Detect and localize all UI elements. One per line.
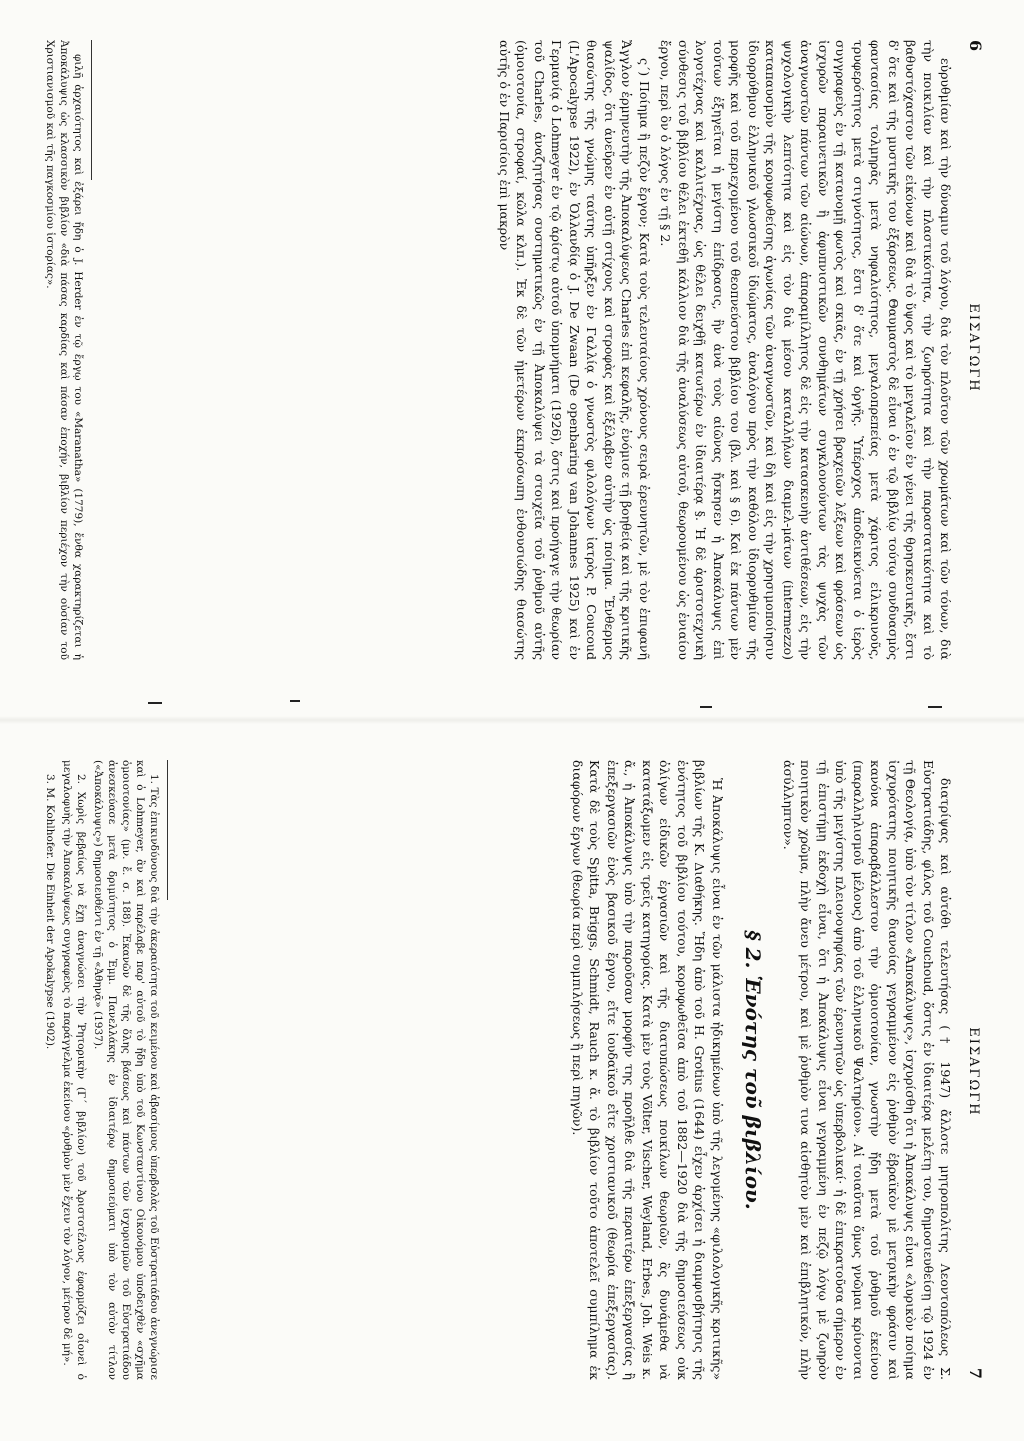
page-left-body [40, 40, 984, 660]
paragraph: εὐρυθμίαν καὶ τὴν δύναμιν τοῦ λόγου, διὰ τὸν πλοῦτον τῶν χρωμάτων καὶ τῶν τόνων, διὰ τὴν ποικιλίαν καὶ τὴν πλαστικότητα, τὴν ζωηρότητα καὶ τὴν παραστατικότητα καὶ τὸ βαθυστόχαστον τῶν εἰκόνων καὶ διὰ τὸ ὕψος καὶ τὸ μεγαλεῖον ἐν γένει τῆς θρησκευτικῆς, ἔστι δ' ὅτε καὶ τῆς μυστικῆς του ἐξάρσεως. Θαυμαστὸς δὲ εἶναι ὁ ἐν τῷ βιβλίῳ τούτῳ συνδυασμὸς φαντασίας τολμηρᾶς μετὰ νηφαλιότητος, μεγαλοπρεπείας μετὰ χάριτος εἰλικρινοῦς, τρυφερότητος μετὰ στιγνότητος, ἔστι δ' ὅτε καὶ ὀργῆς. Ὑπέροχος ἀποδεικνύεται ὁ ἱερὸς συγγραφεὺς ἐν τῇ κατανομῇ φωτὸς καὶ σκιᾶς, ἐν τῇ χρήσει βραχειῶν λέξεων καὶ φράσεων ὡς ἰσχυρῶν παραινετικῶν ἢ ἀφυπνιστικῶν συνθημάτων συγκλονούντων τὰς ψυχὰς τῶν ἀναγνωστῶν πάντων τῶν αἰώνων, ἀπαραμίλλητος δὲ εἰς τὴν κατασκευὴν ἀντιθέσεων, εἰς τὴν ψυχολογικὴν λεπτότητα καὶ εἰς τὸν διὰ μέσου καταλλήλων διαμελ-μάτων (intermezzo) καταπαυσμὸν τῆς κορυφωθείσης ἀγωνίας τῶν ἀναγνωστῶν, καὶ δὴ καὶ εἰς τὴν χρησιμοποίησιν ἰδιορρύθμου ἑλληνικοῦ γλωσσικοῦ ἰδιώματος, ἀναλόγου πρὸς τὴν καθόλου ἰδιορρυθμίαν τῆς μορφῆς καὶ τοῦ περιεχομένου τοῦ θεοπνεύστου βιβλίου του (βλ. καὶ § 6). Καὶ ἐκ πάντων μὲν τούτων ἐξηγεῖται ἡ μεγίστη ἐπίδρασις, ἣν ἀνὰ τοὺς αἰῶνας ἤσκησεν ἡ Ἀποκάλυψις ἐπὶ λογοτέχνας καὶ καλλιτέχνας, ὡς θέλει δειχθῇ κατωτέρω ἐν ἰδιαιτέρᾳ §. Ἡ δὲ ἀριστοτεχνικὴ σύνθεσις τοῦ βιβλίου θέλει ἐκτεθῆ κάλλιον διὰ τῆς ἀναλύσεως αὐτοῦ, θεωρουμένου ὡς ἑνιαίου ἔργου, περὶ ὃν ὁ λόγος ἐν τῇ § 2. [658, 40, 954, 660]
footnote: 3. M. Kohlhofer. Die Einheit der Apokalypse (1902). [44, 774, 56, 1050]
running-head: ΕΙΣΑΓΩΓΗ [966, 303, 981, 393]
footnote-rule [91, 40, 92, 180]
page-right [0, 720, 1024, 1420]
section-heading: § 2. Ἑνότης τοῦ βιβλίου. [741, 930, 766, 1210]
page-right-body [40, 760, 984, 1380]
page-left [0, 0, 1024, 700]
footnote-rule [167, 760, 168, 900]
speck [928, 706, 942, 708]
page-number: 6 [966, 40, 985, 53]
speck [148, 702, 162, 704]
running-header [965, 40, 985, 660]
speck [290, 700, 300, 702]
running-head: ΕΙΣΑΓΩΓΗ [966, 1027, 981, 1117]
running-header [965, 760, 985, 1380]
footnote: φιλῆ ἀρχαιότητος καὶ ἐξάρει ἤδη ὁ J. Herder ἐν τῷ ἔργῳ του «Maranatha» (1779), ἔνθα χαρακτηρίζεται ἡ Ἀποκάλυψις ὡς κλασσικὸν βιβλίον «διὰ πάσας καρδίας καὶ πάσαν ἐποχήν, βιβλίον περιέχον τὴν οὐσίαν τοῦ Χριστιανισμοῦ καὶ τῆς παγκοσμίου ἱστορίας». [44, 40, 84, 660]
footnotes [40, 760, 168, 1380]
speck [700, 706, 712, 708]
paragraph: διατρίψας καὶ αὐτόθι τελευτήσας († 1947) ἄλλοτε μητροπολίτης Λεοντοπόλεως Σ. Εὐστρατιάδης, φίλος τοῦ Couchoud, ὅστις ἐν ἰδιαιτέρᾳ μελέτῃ του, δημοσιευθείσῃ τῷ 1924 ἐν τῇ Θεολογίᾳ, ὑπὸ τὸν τίτλον «Ἀποκάλυψις», ἰσχυρίσθη ὅτι ἡ Ἀποκάλυψις εἶναι «λυρικὸν ποίημα ἰσχυρότατης ποιητικῆς διανοίας γεγραμμένον εἰς ῥυθμὸν ἑβραϊκὸν μὲ μετρικὴν φράσιν καὶ κανόνα ἀπαραβάλλεστον τὴν ὁμοιοτονίαν, γνωστὴν ἤδη μετὰ τοῦ ῥυθμοῦ ἐκείνου (παραλληλισμοῦ μέλους) ἀπὸ τοῦ ἑλληνικοῦ Ψαλτηρίου». Αἱ τοιαῦται ὅμως γνῶμαι κρίνονται ὑπὸ τῆς μεγίστης πλειονοψηφίας τῶν ἐρευνητῶν ὡς ὑπερβολικαί· ἡ δὲ ἐπικρατοῦσα σήμερον ἐν τῇ ἐπιστήμῃ ἐκδοχὴ εἶναι, ὅτι ἡ Ἀποκάλυψις εἶναι γεγραμμένη ἐν πεζῷ λόγῳ μὲ ζωηρὸν ποιητικὸν χρῶμα, πλὴν ἄνευ μέτρου, καὶ μὲ ῥυθμὸν τινα αἰσθητὸν μὲν καὶ ἐπιβλητικόν, πλὴν ἀσύλληπτον». [781, 760, 954, 1380]
paragraph: Ἡ Ἀποκάλυψις εἶναι ἐν τῶν μάλιστα ἠδικημένων ὑπὸ τῆς λεγομένης «φιλολογικῆς κριτικῆς» βιβλίων τῆς Κ. Διαθήκης. Ἤδη ἀπὸ τοῦ H. Grotius (1644) εἶχεν ἀρχίσει ἡ διαμφισβήτησις τῆς ἑνότητος τοῦ βιβλίου τούτου, κορυφωθεῖσα ἀπὸ τοῦ 1882—1920 διὰ τῆς δημοσιεύσεως οὐκ ὀλίγων εἰδικῶν ἐργασιῶν καὶ τῆς διατυπώσεως ποικίλων θεωριῶν, ἃς δυνάμεθα νὰ κατατάξωμεν εἰς τρεῖς κατηγορίας. Κατὰ μὲν τοὺς Völter, Vischer, Weyland, Erbes, Joh. Weis κ. ἄ., ἡ Ἀποκάλυψις ὑπὸ τὴν παροῦσαν μορφήν της προῆλθε διὰ τῆς περαιτέρω ἐπεξεργασίας ἢ ἐπεξεργασιῶν ἑνὸς βασικοῦ ἔργου, εἴτε ἰουδαϊκοῦ εἴτε χριστιανικοῦ (θεωρία ἐπεξεργασίας). Κατὰ δὲ τοὺς Spitta, Briggs, Schmidt, Rauch κ. ἄ. τὸ βιβλίον τοῦτο ἀποτελεῖ συμπίλημα ἐκ διαφόρων ἔργων (θεωρία περὶ συμπιλήσεως ἢ περὶ πηγῶν). [570, 760, 725, 1380]
footnote: 1. Τὰς ἐπικινδύνους διὰ τὴν ἀκεραιότητα τοῦ κειμένου καὶ ἀβασίμους ὑπερβολὰς τοῦ Εὐστρατιάδου ἀνεγνώρισε καὶ ὁ Lohmeyer, ἂν καὶ παρέλαβε παρ' αὐτοῦ τὸ ἤδη ὑπὸ τοῦ Κωνσταντίνου Οἰκονόμου ὑποδειχθὲν «σχῆμα ὁμοιοτονίας» (μν. ἔ. σ. 188). Ἐκανῶν δὲ τῆς ὅλης βάσεως καὶ πάντων τῶν ἰσχυρισμῶν τοῦ Εὐστρατιάδου ἀνεσκεύασε μετὰ δριμύτητος ὁ Ἐμμ. Πανελλάκης ἐν ἰδιαιτέρῳ δημοσιεύματι ὑπὸ τὸν αὐτὸν τίτλον («Ἀποκάλυψις») δημοσιευθέντι ἐν τῇ «Ἀθηνᾷ» (1937). [92, 760, 160, 1380]
paragraph: ς´) Ποίημα ἢ πεζὸν ἔργον; Κατὰ τοὺς τελευταίους χρόνους σειρὰ ἐρευνητῶν, μὲ τὸν ἐπιφανῆ Ἄγγλον ἑρμηνευτὴν τῆς Ἀποκαλύψεως Charles ἐπὶ κεφαλῆς, ἐνόμισε τῇ βοηθείᾳ καὶ τῆς κριτικῆς ψαλίδος, ὅτι ἀνεῦρεν ἐν αὐτῇ στίχους καὶ στροφὰς καὶ ἐξέλαβεν αὐτὴν ὡς ποίημα. Ἔνθερμος θιασώτης τῆς γνώμης ταύτης ὑπῆρξεν ἐν Γαλλίᾳ ὁ γνωστὸς φιλολόγων ἰατρὸς P. Coucoud (L'Apocalypse 1922), ἐν Ὁλλανδίᾳ ὁ J. De Zwaan (De openbaring van Johannes 1925) καὶ ἐν Γερμανίᾳ ὁ Lohmeyer ἐν τῷ ἀρίστῳ αὐτοῦ ὑπομνήματι (1926), ὅστις καὶ προήγαγε τὴν θεωρίαν τοῦ Charles, ἀναζητήσας συστηματικῶς ἐν τῇ Ἀποκαλύψει τὰ στοιχεῖα τοῦ ῥυθμοῦ αὐτῆς (ὁμοιοτονία, στροφαί, κῶλα κλπ.). Ἐκ δὲ τῶν ἡμετέρων ἐκπρόσωπη ἐνθουσιώδης θιασώτης αὐτῆς ὁ ἐν Παρισίοις ἐπὶ μακρὸν [497, 40, 652, 660]
footnotes [40, 40, 92, 660]
page-number: 7 [966, 1367, 985, 1380]
footnote: 2. Χωρὶς βεβαίως νὰ ἔχῃ ἀναγνώσει τὴν Ῥητορικὴν (Γ΄ βιβλίον) τοῦ Ἀριστοτέλους ἐφαρμόζει οἷονεὶ ὁ μεγαλοφυὴς τὴν Ἀποκαλύψεως συγγραφεὺς τὸ παράγγελμα ἐκείνου «ῥυθμὸν μὲν ἔχειν τὸν λόγον, μέτρον δὲ μή». [61, 760, 87, 1380]
